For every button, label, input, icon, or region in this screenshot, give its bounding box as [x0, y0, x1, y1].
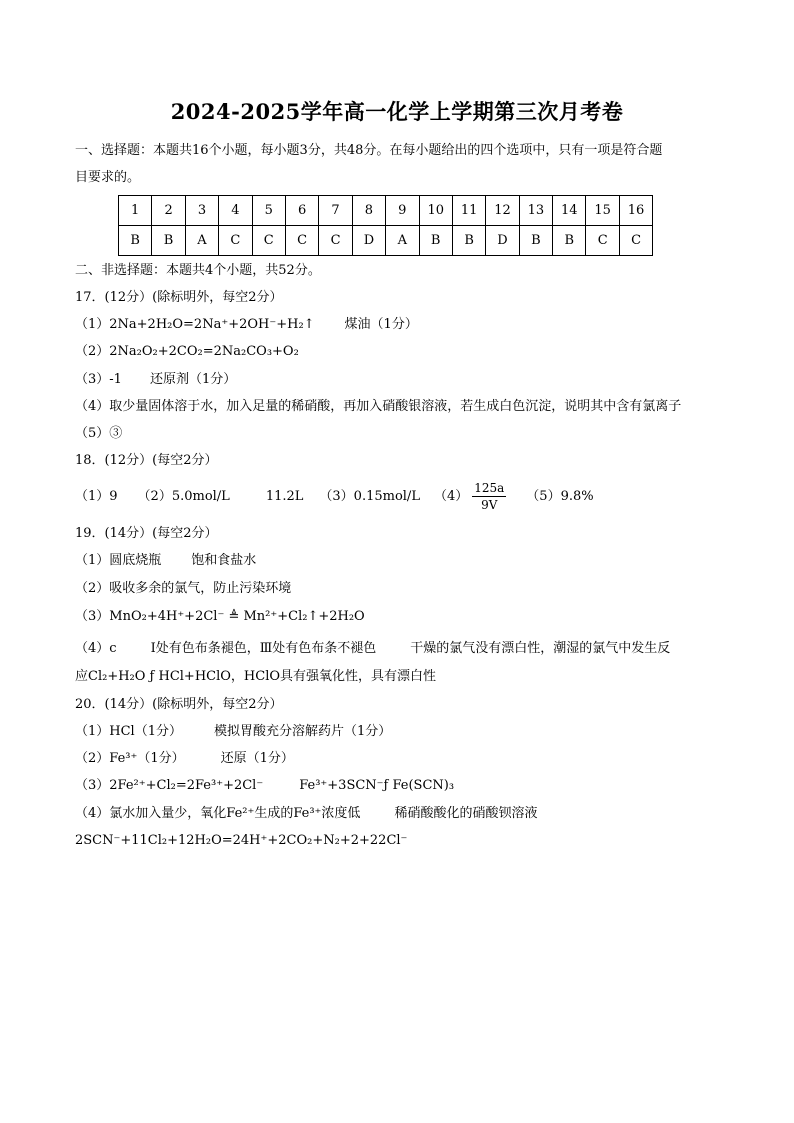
answer-cell: B [519, 226, 552, 256]
q17-answer-3 [75, 371, 236, 389]
q20-answer-4-equation: 2SCN⁻+11Cl₂+12H₂O=24H⁺+2CO₂+N₂+2+22Cl⁻ [75, 833, 408, 848]
section1-instruction-line2: 目要求的。 [75, 170, 141, 185]
q19-answer-2: （2）吸收多余的氯气，防止污染环境 [75, 581, 292, 596]
q20-answer-4 [75, 805, 537, 823]
fraction-numerator: 125a [474, 481, 505, 495]
q20-answer-2-property: 还原（1分） [220, 751, 294, 766]
answer-cell: B [419, 226, 452, 256]
q19-answer-1-apparatus: （1）圆底烧瓶 [75, 553, 162, 568]
answer-cell: A [185, 226, 218, 256]
q20-answer-4-reason: （4）氯水加入量少，氧化Fe²⁺生成的Fe³⁺浓度低 [75, 806, 361, 821]
q17-answer-1 [75, 316, 418, 334]
q20-answer-3 [75, 777, 454, 795]
answer-cell: C [219, 226, 252, 256]
q18-answer-1: （1）9 [75, 489, 118, 504]
fraction-denominator: 9V [481, 498, 498, 512]
q17-answer-1-storage: 煤油（1分） [344, 317, 418, 332]
q20-answer-2-ion: （2）Fe³⁺（1分） [75, 751, 185, 766]
q20-answer-2 [75, 750, 294, 768]
answer-cell: A [386, 226, 419, 256]
q17-answer-5: （5）③ [75, 426, 123, 441]
q19-heading: 19．(14分）(每空2分） [75, 526, 218, 541]
answer-cell: C [619, 226, 652, 256]
q20-heading: 20．(14分）(除标明外，每空2分） [75, 697, 283, 712]
q20-answer-4-reagent: 稀硝酸酸化的硝酸钡溶液 [394, 806, 538, 821]
section1-instruction-line1: 一、选择题：本题共16个小题，每小题3分，共48分。在每小题给出的四个选项中，只有一项是符合题 [75, 143, 663, 158]
q19-answer-3: （3）MnO₂+4H⁺+2Cl⁻ ≜ Mn²⁺+Cl₂↑+2H₂O [75, 609, 365, 624]
q19-answer-4 [75, 640, 670, 658]
q19-answer-1 [75, 552, 256, 570]
question-number-cell: 6 [285, 196, 318, 226]
q17-answer-3-role: 还原剂（1分） [149, 372, 237, 387]
answer-cell: D [486, 226, 519, 256]
q18-answer-2: （2）5.0mol/L [137, 489, 230, 504]
question-number-cell: 5 [252, 196, 285, 226]
page-title: 2024-2025学年高一化学上学期第三次月考卷 [170, 99, 624, 124]
q19-answer-1-reagent: 饱和食盐水 [191, 553, 257, 568]
question-number-cell: 1 [119, 196, 152, 226]
q18-answer-4-label: （4） [433, 489, 469, 504]
q17-answer-1-equation: （1）2Na+2H₂O=2Na⁺+2OH⁻+H₂↑ [75, 317, 315, 332]
q19-answer-4-choice: （4）c [75, 641, 117, 656]
question-number-cell: 11 [452, 196, 485, 226]
q17-answer-2: （2）2Na₂O₂+2CO₂=2Na₂CO₃+O₂ [75, 344, 299, 359]
answer-cell: B [119, 226, 152, 256]
answer-cell: C [319, 226, 352, 256]
question-number-cell: 3 [185, 196, 218, 226]
q19-answer-4-continued: 应Cl₂+H₂O ƒ HCl+HClO，HClO具有强氧化性，具有漂白性 [75, 669, 437, 684]
section2-heading: 二、非选择题：本题共4个小题，共52分。 [75, 263, 321, 278]
question-number-cell: 8 [352, 196, 385, 226]
question-number-cell: 7 [319, 196, 352, 226]
q20-answer-1-reagent: （1）HCl（1分） [75, 724, 182, 739]
question-number-cell: 2 [152, 196, 185, 226]
q18-answer-2b: 11.2L [265, 489, 304, 504]
answer-cell: C [586, 226, 619, 256]
question-number-cell: 14 [553, 196, 586, 226]
answer-cell: C [285, 226, 318, 256]
q17-heading: 17．(12分）(除标明外，每空2分） [75, 290, 283, 305]
question-number-cell: 4 [219, 196, 252, 226]
question-number-cell: 12 [486, 196, 519, 226]
q19-answer-4-conclusion: 干燥的氯气没有漂白性，潮湿的氯气中发生反 [410, 641, 671, 656]
question-number-cell: 9 [386, 196, 419, 226]
answer-table [118, 195, 653, 256]
q17-answer-4: （4）取少量固体溶于水，加入足量的稀硝酸，再加入硝酸银溶液，若生成白色沉淀，说明其中含有氯离子 [75, 399, 682, 414]
q20-answer-1 [75, 723, 391, 741]
answer-cell: D [352, 226, 385, 256]
answer-cell: B [553, 226, 586, 256]
q19-answer-4-observation: Ⅰ处有色布条褪色，Ⅲ处有色布条不褪色 [150, 641, 377, 656]
question-number-cell: 10 [419, 196, 452, 226]
answer-cell: B [152, 226, 185, 256]
question-number-cell: 16 [619, 196, 652, 226]
q18-answers [75, 480, 594, 514]
answer-table-number-row [119, 196, 653, 226]
question-number-cell: 13 [519, 196, 552, 226]
q20-answer-3-equation-2: Fe³⁺+3SCN⁻ƒ Fe(SCN)₃ [299, 778, 455, 793]
q18-answer-4-fraction [472, 480, 506, 513]
q20-answer-3-equation-1: （3）2Fe²⁺+Cl₂=2Fe³⁺+2Cl⁻ [75, 778, 264, 793]
q18-heading: 18．(12分）(每空2分） [75, 453, 218, 468]
question-number-cell: 15 [586, 196, 619, 226]
q18-answer-5: （5）9.8% [526, 489, 594, 504]
answer-cell: B [452, 226, 485, 256]
q20-answer-1-purpose: 模拟胃酸充分溶解药片（1分） [213, 724, 392, 739]
answer-cell: C [252, 226, 285, 256]
answer-table-answer-row [119, 226, 653, 256]
q17-answer-3-value: （3）-1 [75, 372, 122, 387]
q18-answer-3: （3）0.15mol/L [319, 489, 420, 504]
